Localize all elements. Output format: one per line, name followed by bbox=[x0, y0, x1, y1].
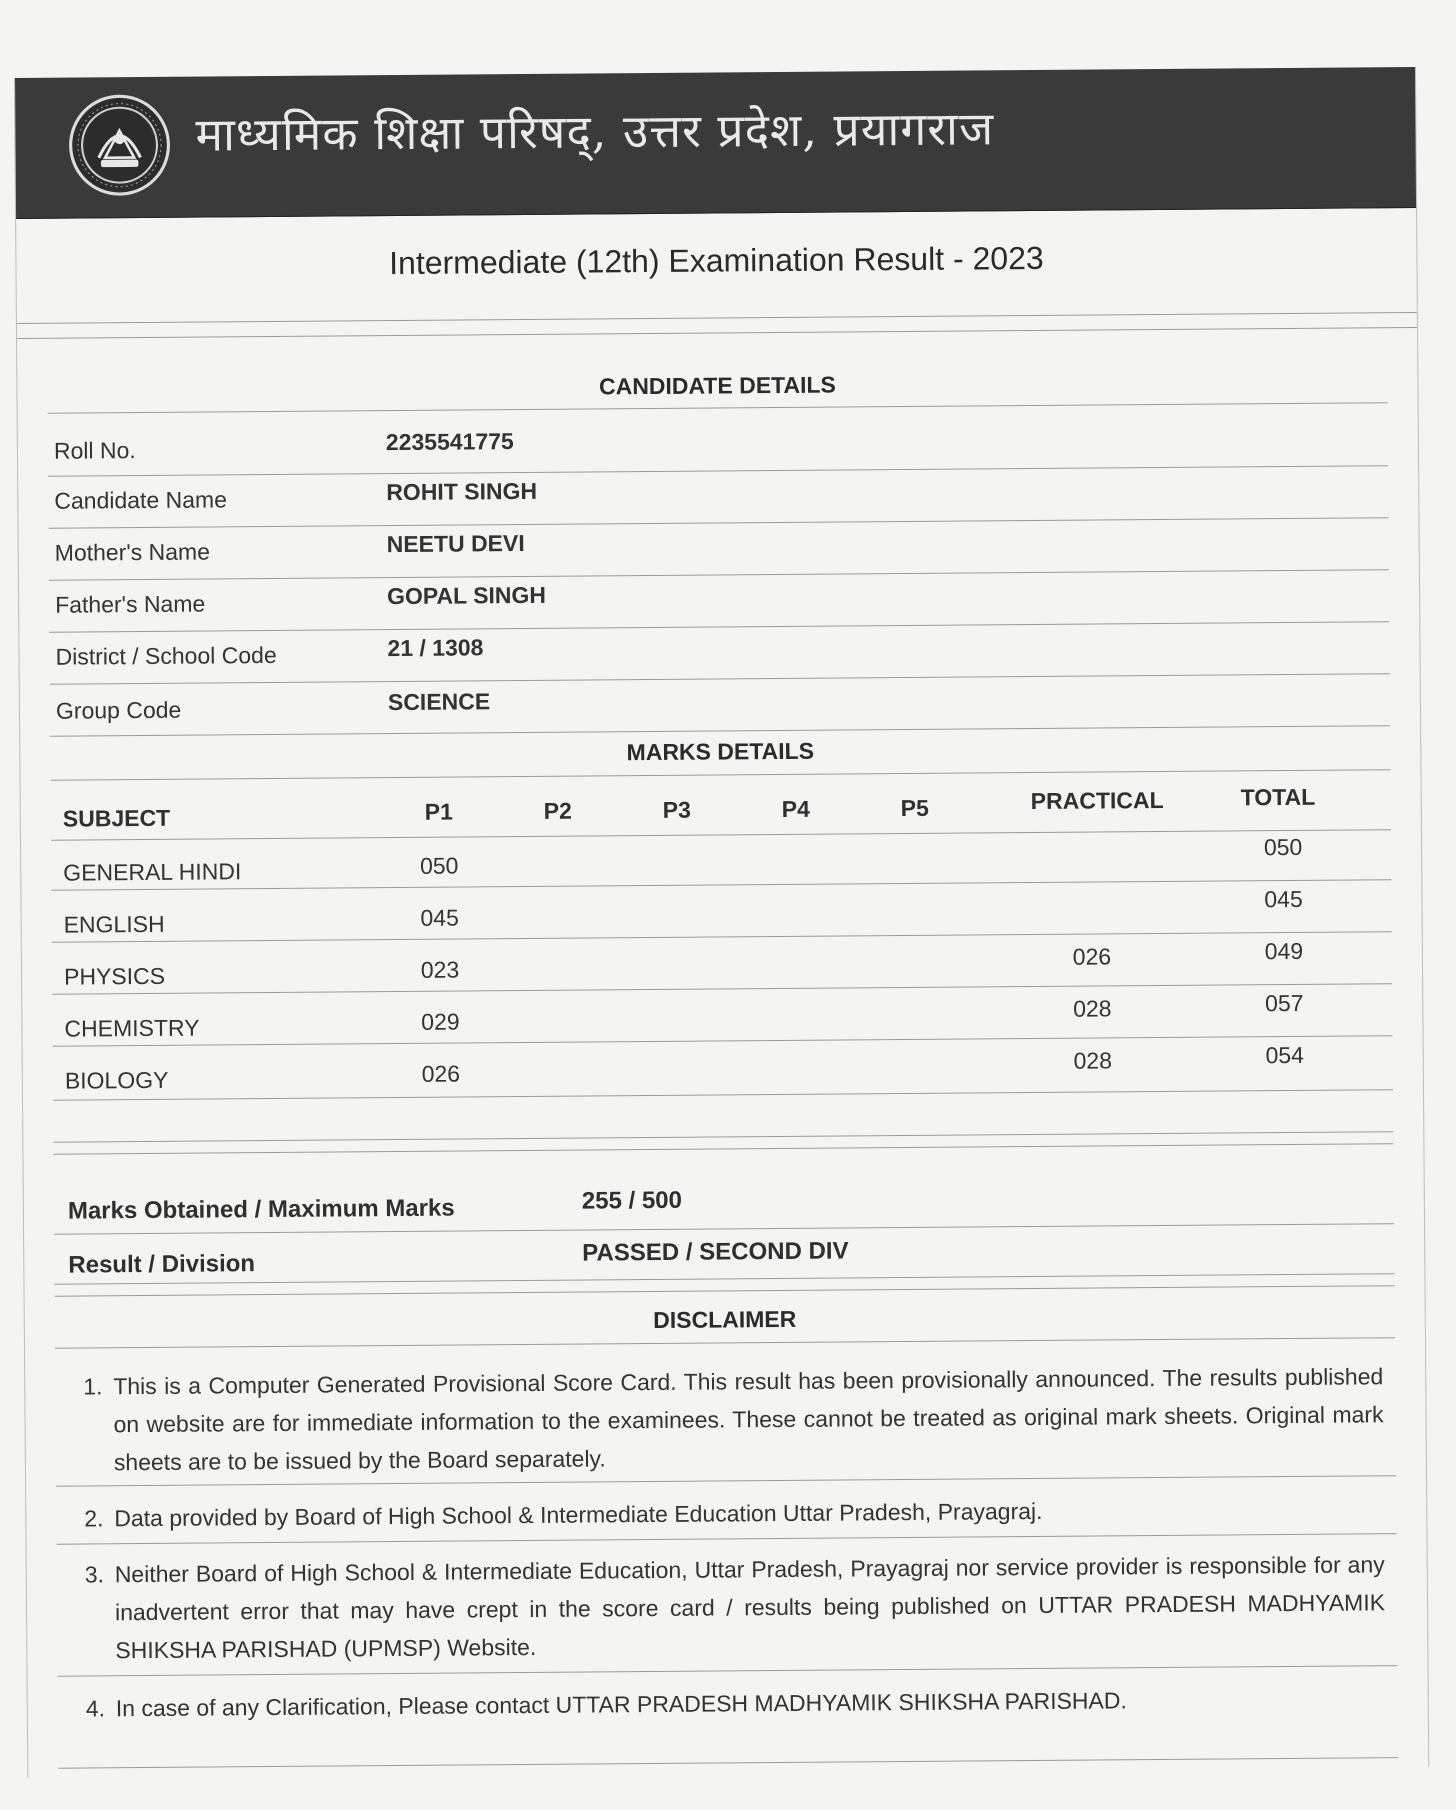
divider bbox=[53, 1131, 1393, 1143]
total-mark: 049 bbox=[1264, 937, 1304, 965]
divider bbox=[58, 1757, 1398, 1769]
mothers-name-label: Mother's Name bbox=[54, 538, 211, 566]
table-row-divider bbox=[52, 931, 1392, 943]
disclaimer-number: 4. bbox=[85, 1695, 106, 1722]
disclaimer-number: 2. bbox=[84, 1505, 104, 1532]
result-division-label: Result / Division bbox=[68, 1250, 256, 1279]
column-header-p4: P4 bbox=[781, 795, 810, 822]
divider bbox=[51, 769, 1391, 781]
group-code-value: SCIENCE bbox=[387, 688, 491, 716]
column-header-p5: P5 bbox=[900, 794, 929, 822]
marks-obtained-value: 255 / 500 bbox=[581, 1186, 683, 1215]
divider bbox=[48, 402, 1388, 414]
marks-details-title: MARKS DETAILS bbox=[626, 737, 815, 766]
column-header-p3: P3 bbox=[662, 796, 691, 823]
divider bbox=[48, 465, 1388, 477]
roll-no-label: Roll No. bbox=[53, 437, 136, 464]
column-header-p2: P2 bbox=[543, 797, 572, 824]
disclaimer-number: 1. bbox=[83, 1373, 103, 1400]
fathers-name-value: GOPAL SINGH bbox=[386, 581, 547, 610]
total-mark: 050 bbox=[1263, 833, 1303, 861]
divider bbox=[55, 1285, 1395, 1297]
exam-title: Intermediate (12th) Examination Result - 2023 bbox=[389, 239, 1044, 282]
p1-mark: 045 bbox=[420, 904, 459, 931]
disclaimer-item bbox=[83, 1357, 1384, 1487]
group-code-label: Group Code bbox=[55, 696, 182, 724]
practical-mark: 028 bbox=[1073, 1047, 1113, 1074]
divider bbox=[50, 673, 1390, 685]
result-sheet bbox=[14, 67, 1429, 1778]
disclaimer-title: DISCLAIMER bbox=[653, 1305, 797, 1334]
column-header-practical: PRACTICAL bbox=[1030, 786, 1164, 815]
p1-mark: 023 bbox=[420, 956, 460, 983]
disclaimer-text: In case of any Clarification, Please contact UTTAR PRADESH MADHYAMIK SHIKSHA PARISHAD. bbox=[115, 1687, 1127, 1722]
disclaimer-item bbox=[84, 1489, 1384, 1539]
board-name-hindi: माध्यमिक शिक्षा परिषद्, उत्तर प्रदेश, प्रयागराज bbox=[195, 101, 995, 162]
column-header-subject: SUBJECT bbox=[62, 804, 171, 832]
candidate-name-value: ROHIT SINGH bbox=[386, 477, 538, 506]
subject-name: GENERAL HINDI bbox=[63, 858, 242, 886]
subject-name: ENGLISH bbox=[63, 910, 165, 938]
marks-obtained-label: Marks Obtained / Maximum Marks bbox=[67, 1194, 455, 1225]
divider bbox=[53, 1089, 1393, 1101]
disclaimer-text: Data provided by Board of High School & Intermediate Education Uttar Pradesh, Prayagraj. bbox=[114, 1497, 1043, 1532]
table-row-divider bbox=[51, 879, 1391, 891]
roll-no-value: 2235541775 bbox=[385, 428, 514, 456]
disclaimer-number: 3. bbox=[84, 1561, 105, 1588]
disclaimer-item bbox=[86, 1679, 1386, 1729]
practical-mark: 026 bbox=[1072, 943, 1112, 970]
divider bbox=[55, 1337, 1395, 1349]
p1-mark: 026 bbox=[421, 1060, 461, 1087]
p1-mark: 050 bbox=[419, 852, 459, 879]
divider bbox=[17, 327, 1417, 339]
divider bbox=[54, 1273, 1394, 1285]
practical-mark bbox=[1031, 839, 1141, 840]
subject-name: CHEMISTRY bbox=[64, 1014, 200, 1042]
upmsp-seal-icon bbox=[67, 93, 172, 198]
divider bbox=[51, 829, 1391, 841]
subject-name: BIOLOGY bbox=[64, 1066, 169, 1094]
total-mark: 045 bbox=[1264, 885, 1303, 913]
divider bbox=[17, 312, 1417, 324]
practical-mark bbox=[1031, 891, 1141, 892]
total-mark: 057 bbox=[1265, 989, 1304, 1017]
divider bbox=[49, 517, 1389, 529]
district-school-code-value: 21 / 1308 bbox=[387, 634, 484, 662]
table-row-divider bbox=[52, 983, 1392, 995]
disclaimer-text: This is a Computer Generated Provisional Score Card. This result has been provisionally announced. The results published on website are for immediate information to the examinees. These cannot be treated as original mark sheets. Original mark sheets are to be issued by the Board separately. bbox=[113, 1363, 1384, 1476]
fathers-name-label: Father's Name bbox=[55, 590, 206, 618]
total-mark: 054 bbox=[1265, 1041, 1305, 1069]
divider bbox=[49, 569, 1389, 581]
table-row-divider bbox=[53, 1035, 1393, 1047]
disclaimer-text: Neither Board of High School & Intermediate Education, Uttar Pradesh, Prayagraj nor service provider is responsible for any inadvertent error that may have crept in the score card / results being published on UTTAR PRADESH MADHYAMIK SHIKSHA PARISHAD (UPMSP) Website. bbox=[114, 1551, 1386, 1664]
divider bbox=[49, 621, 1389, 633]
subject-name: PHYSICS bbox=[63, 962, 166, 990]
p1-mark: 029 bbox=[421, 1008, 460, 1035]
district-school-code-label: District / School Code bbox=[55, 641, 277, 670]
divider bbox=[53, 1143, 1393, 1155]
candidate-name-label: Candidate Name bbox=[54, 486, 228, 514]
header-banner bbox=[15, 67, 1416, 219]
disclaimer-item bbox=[85, 1545, 1386, 1675]
candidate-details-title: CANDIDATE DETAILS bbox=[598, 371, 836, 400]
result-division-value: PASSED / SECOND DIV bbox=[582, 1237, 849, 1267]
practical-mark: 028 bbox=[1073, 995, 1112, 1022]
column-header-p1: P1 bbox=[424, 798, 453, 825]
column-header-total: TOTAL bbox=[1240, 783, 1316, 811]
divider bbox=[54, 1223, 1394, 1235]
mothers-name-value: NEETU DEVI bbox=[386, 530, 525, 558]
